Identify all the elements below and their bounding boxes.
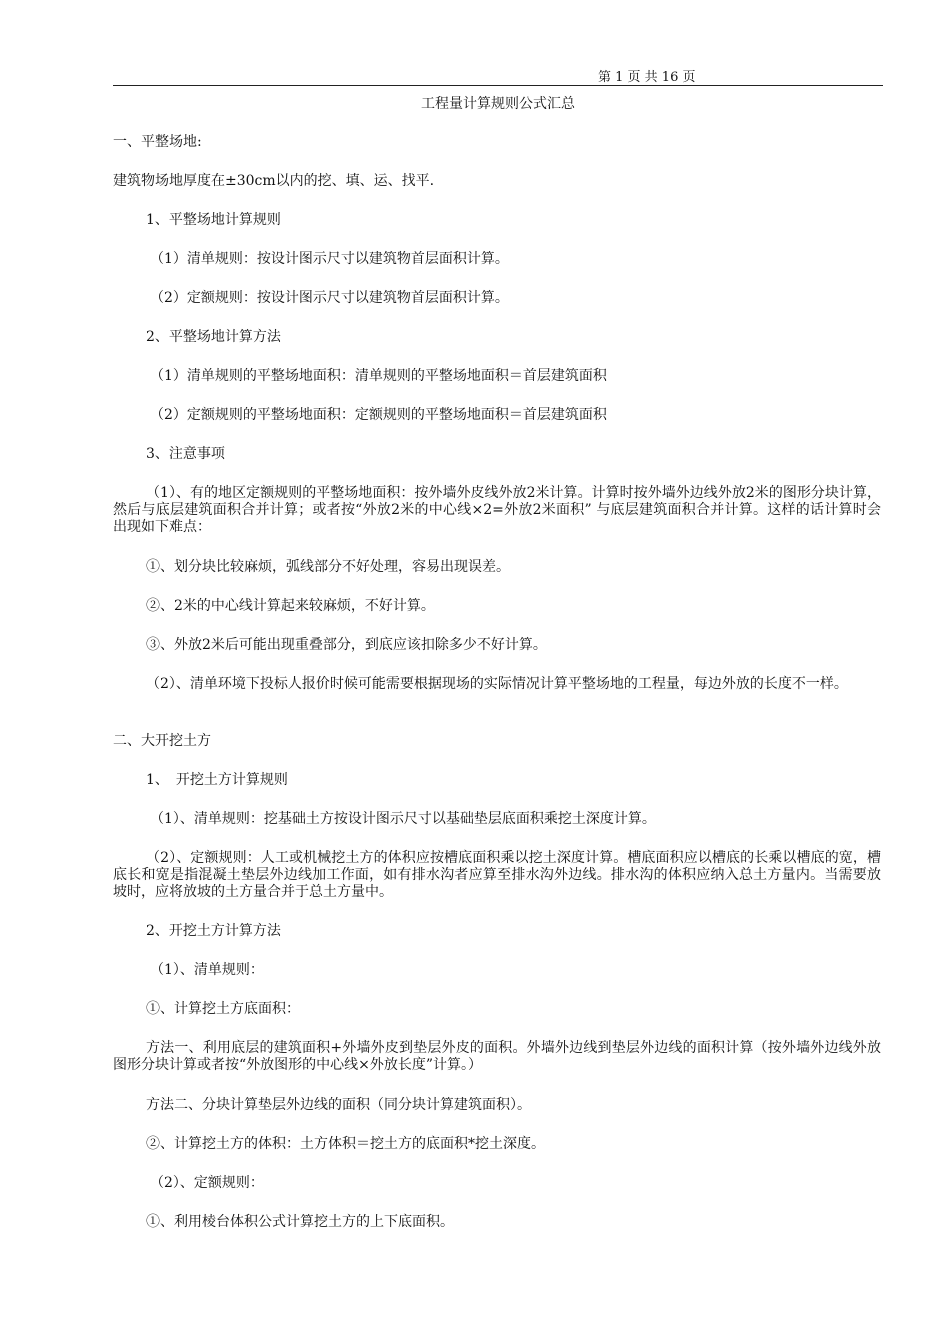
paragraph: （2）、定额规则：人工或机械挖土方的体积应按槽底面积乘以挖土深度计算。槽底面积应以槽底的长乘以槽底的宽，槽底长和宽是指混凝土垫层外边线加工作面，如有排水沟者应算至排水沟外边线。排水沟的体积应纳入总土方量内。当需要放坡时，应将放坡的土方量合并于总土方量中。 — [113, 850, 881, 900]
list-item: （1）、清单规则：挖基础土方按设计图示尺寸以基础垫层底面积乘挖土深度计算。 — [150, 811, 656, 827]
list-item: ①、计算挖土方底面积： — [146, 1001, 300, 1017]
paragraph: 方法二、分块计算垫层外边线的面积（同分块计算建筑面积）。 — [146, 1097, 531, 1113]
section-heading: 一、平整场地: — [113, 134, 202, 150]
list-item: （2）、定额规则： — [150, 1175, 264, 1191]
header-rule — [113, 85, 883, 86]
subsection-heading: 1、平整场地计算规则 — [146, 212, 281, 228]
list-item: （2）定额规则：按设计图示尺寸以建筑物首层面积计算。 — [150, 290, 509, 306]
section-heading: 二、大开挖土方 — [113, 733, 211, 749]
document-title: 工程量计算规则公式汇总 — [421, 96, 575, 112]
paragraph: 建筑物场地厚度在±30cm以内的挖、填、运、找平. — [113, 173, 435, 189]
list-item: ③、外放2米后可能出现重叠部分，到底应该扣除多少不好计算。 — [146, 637, 547, 653]
page-header: 第 1 页 共 16 页 — [598, 70, 696, 85]
paragraph: （2）、清单环境下投标人报价时候可能需要根据现场的实际情况计算平整场地的工程量，每边外放的长度不一样。 — [146, 676, 848, 692]
list-item: （1）清单规则的平整场地面积：清单规则的平整场地面积＝首层建筑面积 — [150, 368, 607, 384]
list-item: ②、2米的中心线计算起来较麻烦，不好计算。 — [146, 598, 435, 614]
paragraph: （1）、有的地区定额规则的平整场地面积：按外墙外皮线外放2米计算。计算时按外墙外边线外放2米的图形分块计算，然后与底层建筑面积合并计算；或者按“外放2米的中心线×2=外放2米面积” 与底层建筑面积合并计算。这样的话计算时会出现如下难点： — [113, 485, 881, 535]
list-item: ①、利用棱台体积公式计算挖土方的上下底面积。 — [146, 1214, 454, 1230]
subsection-heading: 3、注意事项 — [146, 446, 225, 462]
list-item: （1）清单规则：按设计图示尺寸以建筑物首层面积计算。 — [150, 251, 509, 267]
subsection-heading: 1、 开挖土方计算规则 — [146, 772, 288, 788]
paragraph: 方法一、利用底层的建筑面积+外墙外皮到垫层外皮的面积。外墙外边线到垫层外边线的面积计算（按外墙外边线外放图形分块计算或者按“外放图形的中心线×外放长度”计算。） — [113, 1040, 881, 1073]
list-item: ①、划分块比较麻烦，弧线部分不好处理，容易出现误差。 — [146, 559, 510, 575]
list-item: （2）定额规则的平整场地面积：定额规则的平整场地面积＝首层建筑面积 — [150, 407, 607, 423]
subsection-heading: 2、开挖土方计算方法 — [146, 923, 281, 939]
paragraph: ②、计算挖土方的体积：土方体积＝挖土方的底面积*挖土深度。 — [146, 1136, 545, 1152]
subsection-heading: 2、平整场地计算方法 — [146, 329, 281, 345]
list-item: （1）、清单规则： — [150, 962, 264, 978]
